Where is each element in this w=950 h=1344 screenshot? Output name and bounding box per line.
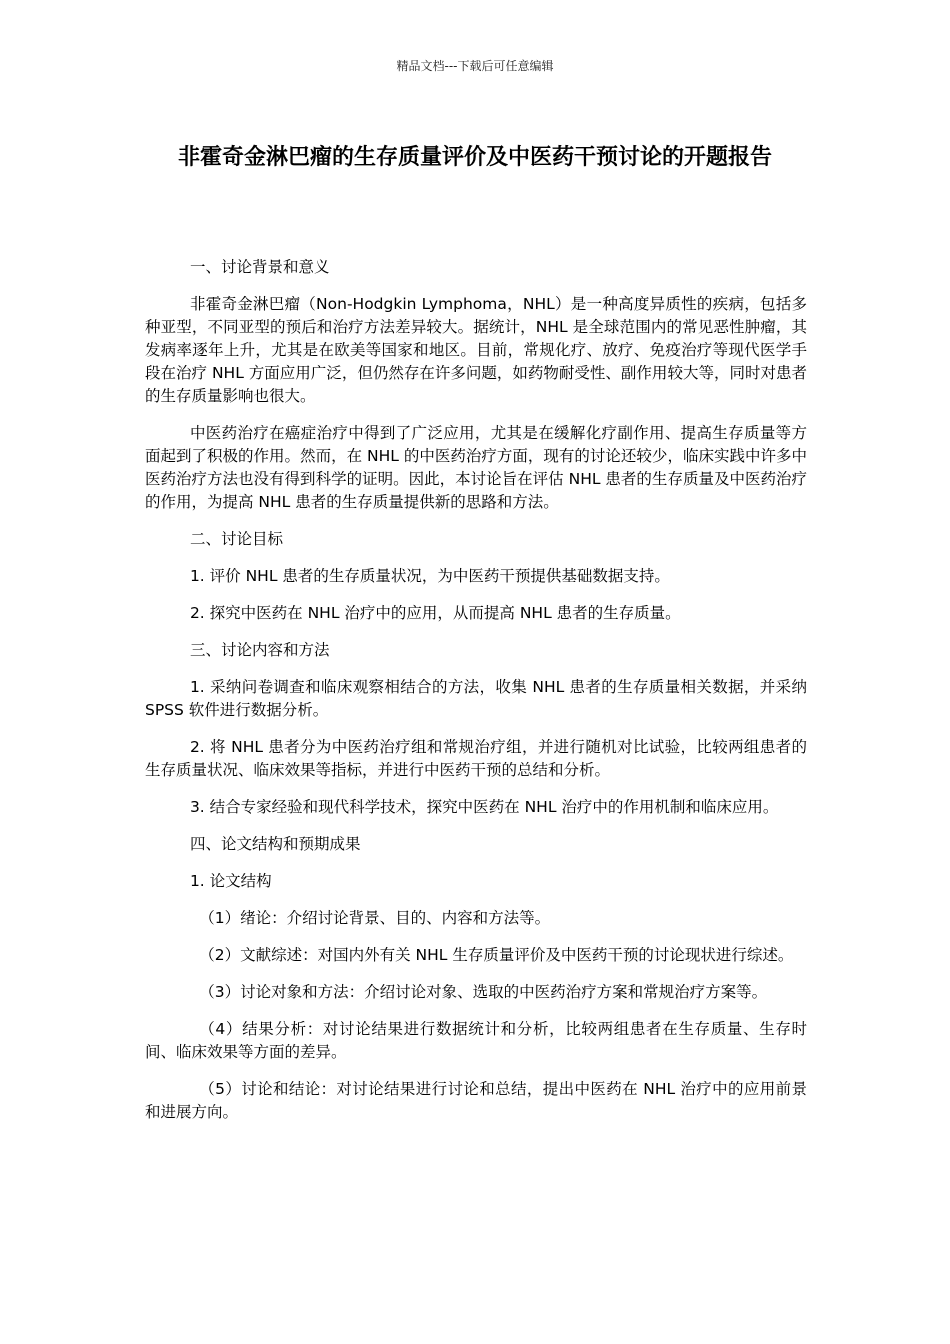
page-header-note: 精品文档---下载后可任意编辑 bbox=[396, 59, 554, 73]
structure-sub-1: （1）绪论：介绍讨论背景、目的、内容和方法等。 bbox=[199, 909, 551, 927]
method-item-2: 2. 将 NHL 患者分为中医药治疗组和常规治疗组，并进行随机对比试验，比较两组患者的生存质量状况、临床效果等指标，并进行中医药干预的总结和分析。 bbox=[145, 738, 807, 779]
structure-sub-4: （4）结果分析：对讨论结果进行数据统计和分析，比较两组患者在生存质量、生存时间、临床效果等方面的差异。 bbox=[145, 1020, 807, 1061]
section-heading-structure: 四、论文结构和预期成果 bbox=[189, 835, 361, 853]
structure-sub-5: （5）讨论和结论：对讨论结果进行讨论和总结，提出中医药在 NHL 治疗中的应用前景和进展方向。 bbox=[145, 1080, 807, 1121]
objective-item-1: 1. 评价 NHL 患者的生存质量状况，为中医药干预提供基础数据支持。 bbox=[189, 567, 670, 585]
document-body bbox=[145, 256, 807, 1138]
method-item-1: 1. 采纳问卷调查和临床观察相结合的方法，收集 NHL 患者的生存质量相关数据，并采纳 SPSS 软件进行数据分析。 bbox=[145, 678, 807, 719]
structure-sub-3: （3）讨论对象和方法：介绍讨论对象、选取的中医药治疗方案和常规治疗方案等。 bbox=[199, 983, 768, 1001]
document-title: 非霍奇金淋巴瘤的生存质量评价及中医药干预讨论的开题报告 bbox=[177, 145, 772, 170]
paragraph-background-2: 中医药治疗在癌症治疗中得到了广泛应用，尤其是在缓解化疗副作用、提高生存质量等方面起到了积极的作用。然而，在 NHL 的中医药治疗方面，现有的讨论还较少，临床实践中许多中医药治疗方法也没有得到科学的证明。因此，本讨论旨在评估 NHL 患者的生存质量及中医药治疗的作用，为提高 NHL 患者的生存质量提供新的思路和方法。 bbox=[145, 424, 807, 511]
paragraph-background-1: 非霍奇金淋巴瘤（Non-Hodgkin Lymphoma，NHL）是一种高度异质性的疾病，包括多种亚型，不同亚型的预后和治疗方法差异较大。据统计，NHL 是全球范围内的常见恶性肿瘤，其发病率逐年上升，尤其是在欧美等国家和地区。目前，常规化疗、放疗、免疫治疗等现代医学手段在治疗 NHL 方面应用广泛，但仍然存在许多问题，如药物耐受性、副作用较大等，同时对患者的生存质量影响也很大。 bbox=[145, 295, 807, 405]
section-heading-methods: 三、讨论内容和方法 bbox=[189, 641, 330, 659]
method-item-3: 3. 结合专家经验和现代科学技术，探究中医药在 NHL 治疗中的作用机制和临床应用。 bbox=[189, 798, 779, 816]
structure-sub-2: （2）文献综述：对国内外有关 NHL 生存质量评价及中医药干预的讨论现状进行综述。 bbox=[199, 946, 794, 964]
objective-item-2: 2. 探究中医药在 NHL 治疗中的应用，从而提高 NHL 患者的生存质量。 bbox=[189, 604, 681, 622]
section-heading-objectives: 二、讨论目标 bbox=[189, 530, 283, 548]
structure-item-1: 1. 论文结构 bbox=[189, 872, 272, 890]
section-heading-background: 一、讨论背景和意义 bbox=[189, 258, 330, 276]
